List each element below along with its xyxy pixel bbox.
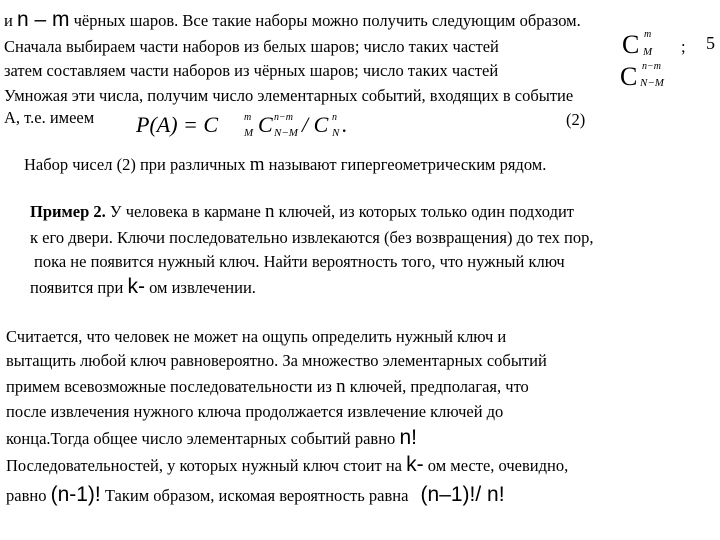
formula-sup: n−m — [642, 61, 661, 72]
formula-sup: n−m — [274, 112, 293, 123]
formula-sub: M — [244, 127, 254, 139]
text-fragment: равно — [6, 486, 51, 505]
n-minus-1-factorial: (n-1)! — [50, 483, 101, 506]
example-line4 — [30, 277, 256, 298]
text-fragment: Набор чисел (2) при различных — [24, 155, 250, 174]
formula-hypergeometric — [136, 110, 366, 144]
variable-m: m — [249, 154, 265, 175]
solution-line2: вытащить любой ключ равновероятно. За множество элементарных событий — [6, 351, 547, 370]
variable-n: n — [264, 201, 275, 222]
text-fragment: ом извлечении. — [144, 278, 256, 297]
solution-line5 — [6, 428, 417, 449]
example-label: Пример 2. — [30, 202, 106, 221]
formula-c-nm — [620, 62, 690, 92]
probability-formula: (n–1)!/ n! — [420, 483, 505, 506]
formula-sub: N−M — [274, 127, 298, 139]
formula-c: C — [622, 30, 640, 59]
para1-line1 — [4, 10, 581, 31]
text-fragment: примем всевозможные последовательности из — [6, 377, 337, 396]
text-fragment: У человека в кармане — [105, 202, 265, 221]
variable-k: k- — [406, 453, 424, 476]
formula-text: . — [342, 112, 348, 137]
formula-text: / C — [302, 112, 329, 137]
text-fragment: ключей, предполагая, что — [345, 377, 529, 396]
formula-sup: n — [332, 112, 337, 123]
example-line2: к его двери. Ключи последовательно извлекаются (без возвращения) до тех пор, — [30, 228, 594, 247]
text-fragment: Последовательностей, у которых нужный ключ стоит на — [6, 456, 407, 475]
text-fragment: появится при — [30, 278, 128, 297]
para1-line2-semicolon: ; — [681, 37, 686, 56]
solution-line3 — [6, 377, 529, 397]
formula-text: C — [258, 112, 273, 137]
solution-line6 — [6, 455, 568, 476]
solution-line1: Считается, что человек не может на ощупь определить нужный ключ и — [6, 327, 507, 346]
text-fragment: ом месте, очевидно, — [423, 456, 569, 475]
equation-number: (2) — [566, 110, 586, 129]
example-line3: пока не появится нужный ключ. Найти вероятность того, что нужный ключ — [34, 252, 565, 271]
formula-sub: N−M — [640, 77, 664, 89]
formula-text: P(A) = C — [136, 112, 219, 137]
formula-sup: m — [244, 112, 252, 123]
text-fragment: конца.Тогда общее число элементарных событий равно — [6, 429, 400, 448]
para1-line5: А, т.е. имеем — [4, 108, 95, 127]
para1-line4: Умножая эти числа, получим число элементарных событий, входящих в событие — [4, 86, 574, 105]
variable-n: n — [336, 376, 346, 397]
n-factorial: n! — [399, 426, 417, 449]
text-fragment: чёрных шаров. Все такие наборы можно получить следующим образом. — [69, 11, 581, 30]
solution-line7 — [6, 485, 505, 506]
text-fragment: Таким образом, искомая вероятность равна — [100, 486, 413, 505]
formula-c-m-m — [622, 30, 672, 60]
para1-line3: затем составляем части наборов из чёрных шаров; число таких частей — [4, 61, 499, 80]
formula-sup: m — [644, 29, 652, 40]
formula-c: C — [620, 62, 638, 91]
formula-sub: N — [332, 127, 340, 139]
text-fragment: ключей, из которых только один подходит — [274, 202, 575, 221]
solution-line4: после извлечения нужного ключа продолжается извлечение ключей до — [6, 402, 504, 421]
para1-line2: Сначала выбираем части наборов из белых шаров; число таких частей — [4, 37, 499, 56]
variable-n-minus-m: n – m — [16, 8, 70, 31]
text-fragment: и — [4, 11, 17, 30]
variable-k: k- — [127, 275, 145, 298]
formula-sub: M — [643, 46, 653, 58]
page-number: 5 — [706, 33, 715, 53]
text-fragment: называют гипергеометрическим рядом. — [264, 155, 547, 174]
para2 — [24, 155, 546, 175]
example-line1 — [30, 202, 574, 222]
